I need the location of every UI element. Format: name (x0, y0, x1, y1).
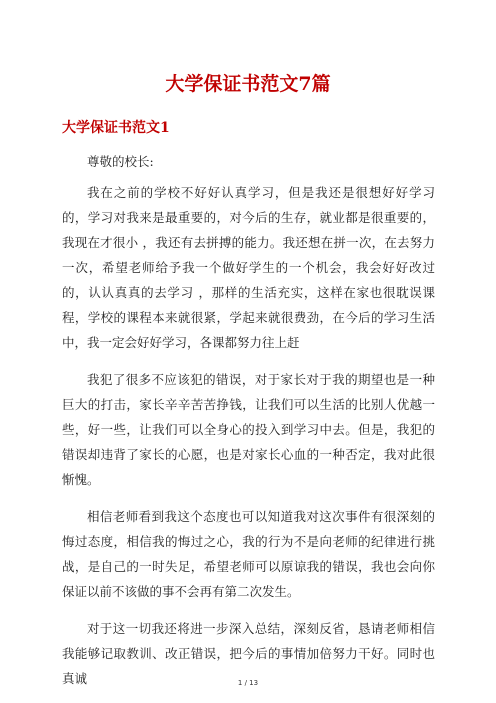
page-number: 1 / 13 (237, 679, 259, 687)
document-body (62, 149, 435, 703)
body-paragraph: 对于这一切我还将进一步深入总结，深刻反省，恳请老师相信我能够记取教训、改正错误，把今后的事情加倍努力干好。同时也真诚 (62, 621, 435, 686)
body-paragraph: 我犯了很多不应该犯的错误，对于家长对于我的期望也是一种巨大的打击，家长辛辛苦苦挣钱，让我们可以生活的比别人优越一些，好一些，让我们可以全身心的投入到学习中去。但是，我犯的错误却违背了家长的心愿，也是对家长心血的一种否定，我对此很惭愧。 (62, 372, 435, 487)
section-heading: 大学保证书范文1 (62, 120, 170, 136)
document-title: 大学保证书范文7篇 (165, 73, 331, 95)
body-paragraph: 相信老师看到我这个态度也可以知道我对这次事件有很深刻的悔过态度，相信我的悔过之心，我的行为不是向老师的纪律进行挑战，是自己的一时失足，希望老师可以原谅我的错误，我也会向你保证以前不该做的事不会再有第二次发生。 (62, 509, 435, 599)
body-paragraph: 我在之前的学校不好好认真学习，但是我还是很想好好学习的，学习对我来是最重要的，对今后的生存，就业都是很重要的，我现在才很小 ，我还有去拼搏的能力。我还想在拼一次，在去努力一次，希望老师给予我一个做好学生的一个机会，我会好好改过的，认认真真的去学习 ，那样的生活充实，这样在家也很耽误课程，学校的课程本来就很紧，学起来就很费劲，在今后的学习生活中，我一定会好好学习，各课都努力往上赶 (62, 185, 435, 350)
salutation-paragraph: 尊敬的校长: (87, 154, 154, 169)
